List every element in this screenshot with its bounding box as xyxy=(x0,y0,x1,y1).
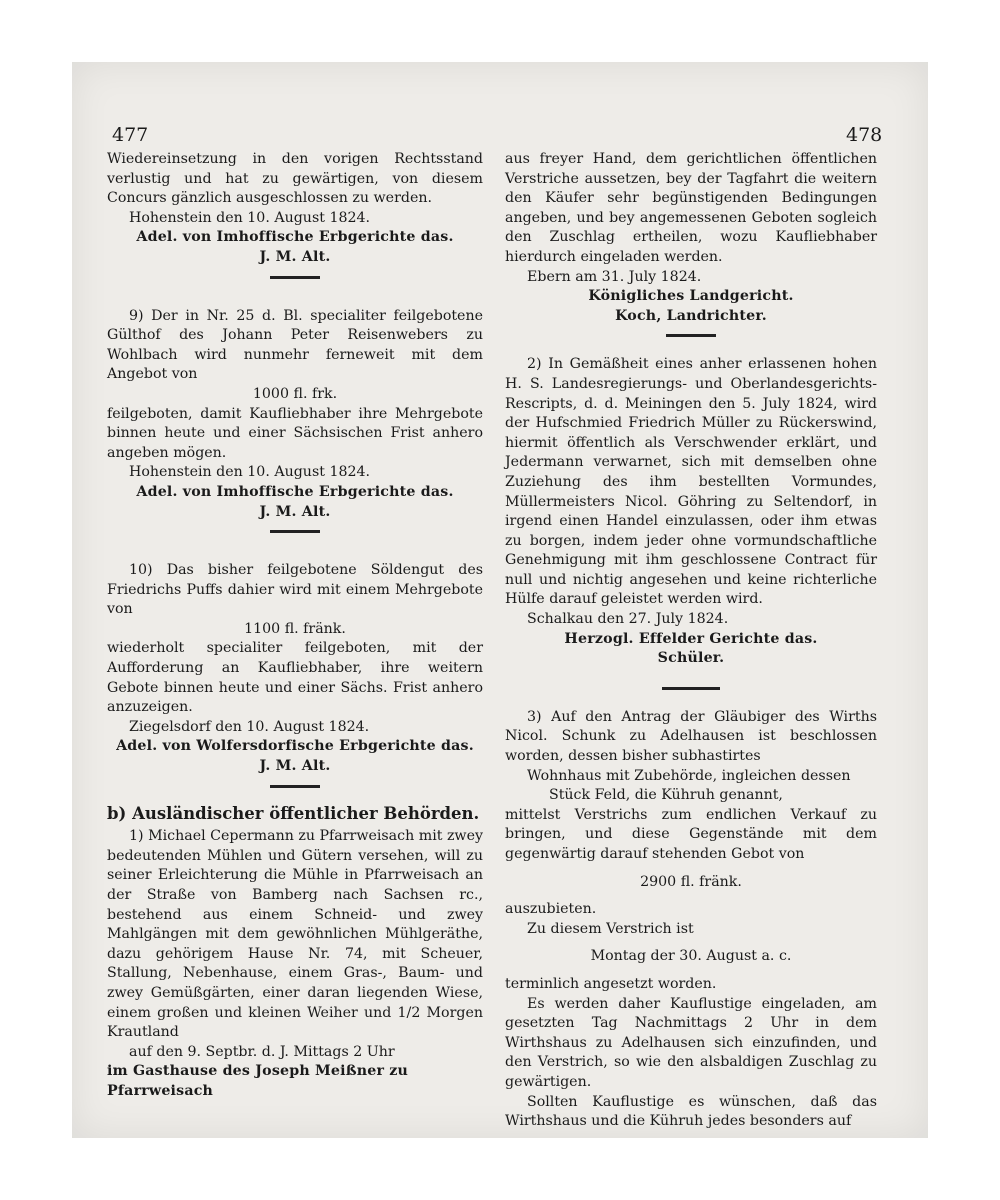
paragraph: aus freyer Hand, dem gerichtlichen öffentlichen Verstriche aussetzen, bey der Tagfahrt die weitern den Käufer sehr begünstigenden Bedingungen angeben, und bey angemessenen Geboten sogleich den Zuschlag ertheilen, wozu Kaufliebhaber hierdurch eingeladen werden. xyxy=(505,151,877,265)
signature-court: Adel. von Imhoffische Erbgerichte das. xyxy=(136,483,454,500)
text-line: Zu diesem Verstrich ist xyxy=(527,920,694,937)
date-line: Ziegelsdorf den 10. August 1824. xyxy=(129,718,370,735)
paragraph: 3) Auf den Antrag der Gläubiger des Wirths Nicol. Schunk zu Adelhausen ist beschlossen worden, dessen bisher subhastirtes xyxy=(505,708,877,765)
signature-court: Königliches Landgericht. xyxy=(588,288,794,305)
date-line: Montag der 30. August a. c. xyxy=(590,948,792,965)
signature-name: J. M. Alt. xyxy=(259,503,331,520)
paragraph: 9) Der in Nr. 25 d. Bl. specialiter feilgebotene Gülthof des Johann Peter Reisenwebers zu Wohlbach wird nunmehr ferneweit mit dem Angebot von xyxy=(107,307,483,383)
page-number-right: 478 xyxy=(846,124,883,146)
signature-name: Koch, Landrichter. xyxy=(615,307,767,324)
amount: 2900 fl. fränk. xyxy=(640,873,742,890)
paragraph: Sollten Kauflustige es wünschen, daß das Wirthshaus und die Kühruh jedes besonders auf xyxy=(505,1093,877,1130)
signature-name: Schüler. xyxy=(657,650,725,667)
date-line: Hohenstein den 10. August 1824. xyxy=(129,464,371,481)
paragraph: Wiedereinsetzung in den vorigen Rechtsstand verlustig und hat zu gewärtigen, von diesem Concurs gänzlich ausgeschlossen zu werden. xyxy=(107,151,483,207)
paragraph: feilgeboten, damit Kaufliebhaber ihre Mehrgebote binnen heute und einer Sächsischen Frist anhero angeben mögen. xyxy=(107,405,483,461)
date-line: Schalkau den 27. July 1824. xyxy=(527,611,729,628)
signature-court: Adel. von Wolfersdorfische Erbgerichte das. xyxy=(116,738,474,755)
date-line: Ebern am 31. July 1824. xyxy=(527,268,702,285)
paragraph: Es werden daher Kauflustige eingeladen, am gesetzten Tag Nachmittags 2 Uhr in dem Wirthshaus zu Adelhausen sich einzufinden, und den Verstrich, so wie den alsbaldigen Zuschlag zu gewärtigen. xyxy=(505,995,877,1090)
signature-name: J. M. Alt. xyxy=(259,248,331,265)
paragraph: 2) In Gemäßheit eines anher erlassenen hohen H. S. Landesregierungs- und Oberlandesgerichts-Rescripts, d. d. Meiningen den 5. July 1824, wird der Hufschmied Friedrich Müller zu Rückerswind, hiermit öffentlich als Verschwender erklärt, und Jedermann verwarnet, sich mit demselben ohne Zuziehung des ihm bestellten Vormundes, Müllermeisters Nicol. Göhring zu Seltendorf, in irgend einen Handel einzulassen, oder ihm etwas zu borgen, indem jeder ohne vormundschaftliche Genehmigung mit ihm geschlossene Contract für null und nichtig angesehen und keine richterliche Hülfe darauf geleistet werden wird. xyxy=(505,356,877,608)
page-number-left: 477 xyxy=(112,124,149,146)
paragraph: mittelst Verstrichs zum endlichen Verkauf zu bringen, und diese Gegenstände mit dem gegenwärtig darauf stehenden Gebot von xyxy=(505,806,877,862)
list-item: Stück Feld, die Kühruh genannt, xyxy=(549,787,783,804)
date-line: auf den 9. Septbr. d. J. Mittags 2 Uhr xyxy=(129,1043,395,1060)
left-column xyxy=(107,150,483,1102)
section-heading: b) Ausländischer öffentlicher Behörden. xyxy=(107,803,480,823)
list-item: Wohnhaus mit Zubehörde, ingleichen dessen xyxy=(527,767,851,784)
date-line: Hohenstein den 10. August 1824. xyxy=(129,209,371,226)
text-line: terminlich angesetzt worden. xyxy=(505,975,717,992)
right-column xyxy=(505,150,877,1132)
signature-court: Herzogl. Effelder Gerichte das. xyxy=(564,630,818,647)
paragraph: 10) Das bisher feilgebotene Söldengut des Friedrichs Puffs dahier wird mit einem Mehrgebote von xyxy=(107,562,483,618)
paragraph: 1) Michael Cepermann zu Pfarrweisach mit zwey bedeutenden Mühlen und Gütern versehen, will zu seiner Erleichterung die Mühle in Pfarrweisach an der Straße von Bamberg nach Sachsen rc., bestehend aus einem Schneid- und zwey Mahlgängen mit dem gewöhnlichen Mühlgeräthe, dazu gehörigem Hause Nr. 74, mit Scheuer, Stallung, Nebenhause, einem Gras-, Baum- und zwey Gemüßgärten, einer daran liegenden Wiese, einem großen und kleinen Weiher und 1/2 Morgen Krautland xyxy=(107,828,483,1041)
signature-court: Adel. von Imhoffische Erbgerichte das. xyxy=(136,229,454,246)
paragraph: wiederholt specialiter feilgeboten, mit der Aufforderung an Kaufliebhaber, ihre weitern Gebote binnen heute und einer Sächs. Frist anhero anzuzeigen. xyxy=(107,640,483,716)
signature-name: J. M. Alt. xyxy=(259,758,331,775)
amount: 1000 fl. frk. xyxy=(252,385,338,402)
amount: 1100 fl. fränk. xyxy=(244,620,346,637)
text-line: auszubieten. xyxy=(505,901,597,918)
location-line: im Gasthause des Joseph Meißner zu Pfarrweisach xyxy=(107,1063,409,1099)
